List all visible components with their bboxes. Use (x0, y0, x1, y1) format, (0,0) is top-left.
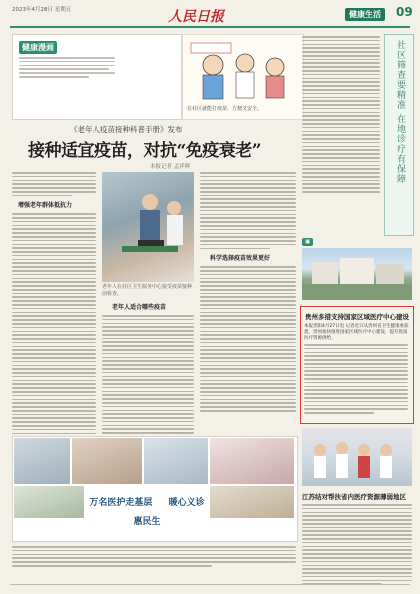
section-badge: 健康生活 (345, 8, 385, 21)
headline-byline: 本报记者 孟祥辉 (150, 164, 191, 170)
masthead-rule (10, 26, 410, 28)
exercise-photo (102, 172, 194, 282)
right-article-top (302, 36, 380, 195)
volunteer-figures (302, 428, 412, 486)
highlight-article-lead: 本报贵阳4月27日电 记者近日从贵州省卫生健康委获悉，贵州加快推进国家区域医疗中心建设，提升优质医疗资源供给。 (304, 324, 409, 341)
issue-date: 2023年4月28日 星期五 (12, 7, 72, 13)
cartoon-heading: 健康漫画 (19, 41, 57, 54)
bottom-note (12, 546, 296, 569)
vertical-slogan: 社区筛查要精准 在地诊疗有保障 (395, 40, 405, 184)
collage-photo-1 (14, 438, 70, 484)
volunteer-photo (302, 428, 412, 486)
banner-right: 暖心义诊惠民生 (133, 498, 205, 527)
cartoon-block (12, 34, 182, 120)
collage-banner (86, 490, 208, 527)
photo-figures (102, 172, 194, 282)
collage-photo-2 (72, 438, 142, 484)
photo-tag: ▣ (302, 238, 313, 246)
paper-logo: 人民日报 (168, 9, 224, 25)
headline-title: 接种适宜疫苗，对抗“免疫衰老” (28, 141, 262, 161)
footer-rule (10, 584, 410, 585)
banner-left: 万名医护走基层 (89, 498, 153, 508)
hospital-photo (302, 248, 412, 300)
photo-caption-1: 老年人在社区卫生服务中心接受疫苗接种前检查。 (102, 284, 193, 297)
bottom-right-title: 江苏结对帮扶省内医疗资源薄弱地区 (302, 493, 406, 501)
collage-photo-5 (14, 486, 84, 518)
subhead-d: 科学选择疫苗效果更好 (210, 255, 271, 263)
cartoon-illustration (182, 34, 304, 120)
subhead-a: 增强老年群体抵抗力 (18, 202, 73, 210)
masthead (0, 0, 420, 30)
highlight-article-title: 贵州多措支持国家区域医疗中心建设 (305, 313, 409, 321)
collage-photo-6 (210, 486, 294, 518)
headline-kicker: 《老年人疫苗接种科普手册》发布 (70, 125, 183, 134)
bottom-right-body (302, 504, 412, 587)
highlight-article-body (304, 344, 408, 416)
hospital-buildings (302, 248, 412, 300)
main-article-col3 (200, 172, 296, 414)
page-number: 09 (396, 5, 413, 19)
collage-photo-4 (210, 438, 294, 484)
collage-photo-3 (144, 438, 208, 484)
cartoon-caption: 在社区就能打疫苗，方便又安全。 (187, 106, 263, 112)
subhead-c: 老年人适合哪些疫苗 (112, 304, 167, 311)
